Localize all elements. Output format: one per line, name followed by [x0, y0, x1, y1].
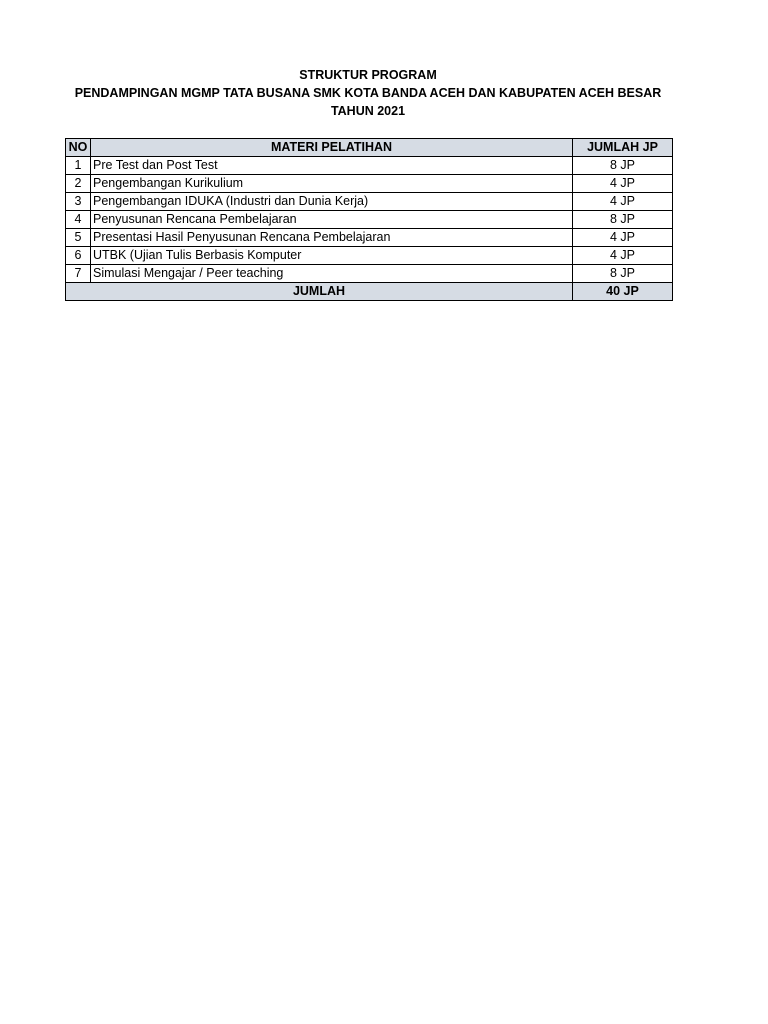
- row-jp: 4 JP: [573, 175, 673, 193]
- row-jp: 4 JP: [573, 193, 673, 211]
- row-jp: 8 JP: [573, 211, 673, 229]
- row-number: 7: [66, 265, 91, 283]
- table-row: [66, 265, 673, 283]
- table-row: [66, 229, 673, 247]
- table-footer: [66, 283, 673, 301]
- row-materi: Pengembangan IDUKA (Industri dan Dunia Kerja): [91, 193, 573, 211]
- table-row: [66, 193, 673, 211]
- row-materi: Penyusunan Rencana Pembelajaran: [91, 211, 573, 229]
- program-structure-table: [65, 138, 673, 301]
- table-row: [66, 211, 673, 229]
- total-value: 40 JP: [573, 283, 673, 301]
- document-subtitle: PENDAMPINGAN MGMP TATA BUSANA SMK KOTA BANDA ACEH DAN KABUPATEN ACEH BESAR: [74, 86, 662, 100]
- table-row: [66, 157, 673, 175]
- row-number: 1: [66, 157, 91, 175]
- row-number: 3: [66, 193, 91, 211]
- row-materi: Presentasi Hasil Penyusunan Rencana Pembelajaran: [91, 229, 573, 247]
- column-header-no: NO: [66, 139, 91, 157]
- document-title: STRUKTUR PROGRAM: [299, 68, 437, 82]
- row-jp: 4 JP: [573, 247, 673, 265]
- row-number: 2: [66, 175, 91, 193]
- row-jp: 4 JP: [573, 229, 673, 247]
- table-header: [66, 139, 673, 157]
- document-year: TAHUN 2021: [330, 104, 406, 118]
- table-body: [66, 157, 673, 283]
- total-row: [66, 283, 673, 301]
- total-label: JUMLAH: [66, 283, 573, 301]
- table-header-row: [66, 139, 673, 157]
- column-header-jumlah-jp: JUMLAH JP: [573, 139, 673, 157]
- row-number: 5: [66, 229, 91, 247]
- row-jp: 8 JP: [573, 265, 673, 283]
- row-jp: 8 JP: [573, 157, 673, 175]
- table-row: [66, 247, 673, 265]
- row-materi: Pre Test dan Post Test: [91, 157, 573, 175]
- document-title-block: [0, 66, 736, 120]
- column-header-materi: MATERI PELATIHAN: [91, 139, 573, 157]
- row-materi: UTBK (Ujian Tulis Berbasis Komputer: [91, 247, 573, 265]
- row-materi: Simulasi Mengajar / Peer teaching: [91, 265, 573, 283]
- row-number: 6: [66, 247, 91, 265]
- table-row: [66, 175, 673, 193]
- row-materi: Pengembangan Kurikulium: [91, 175, 573, 193]
- row-number: 4: [66, 211, 91, 229]
